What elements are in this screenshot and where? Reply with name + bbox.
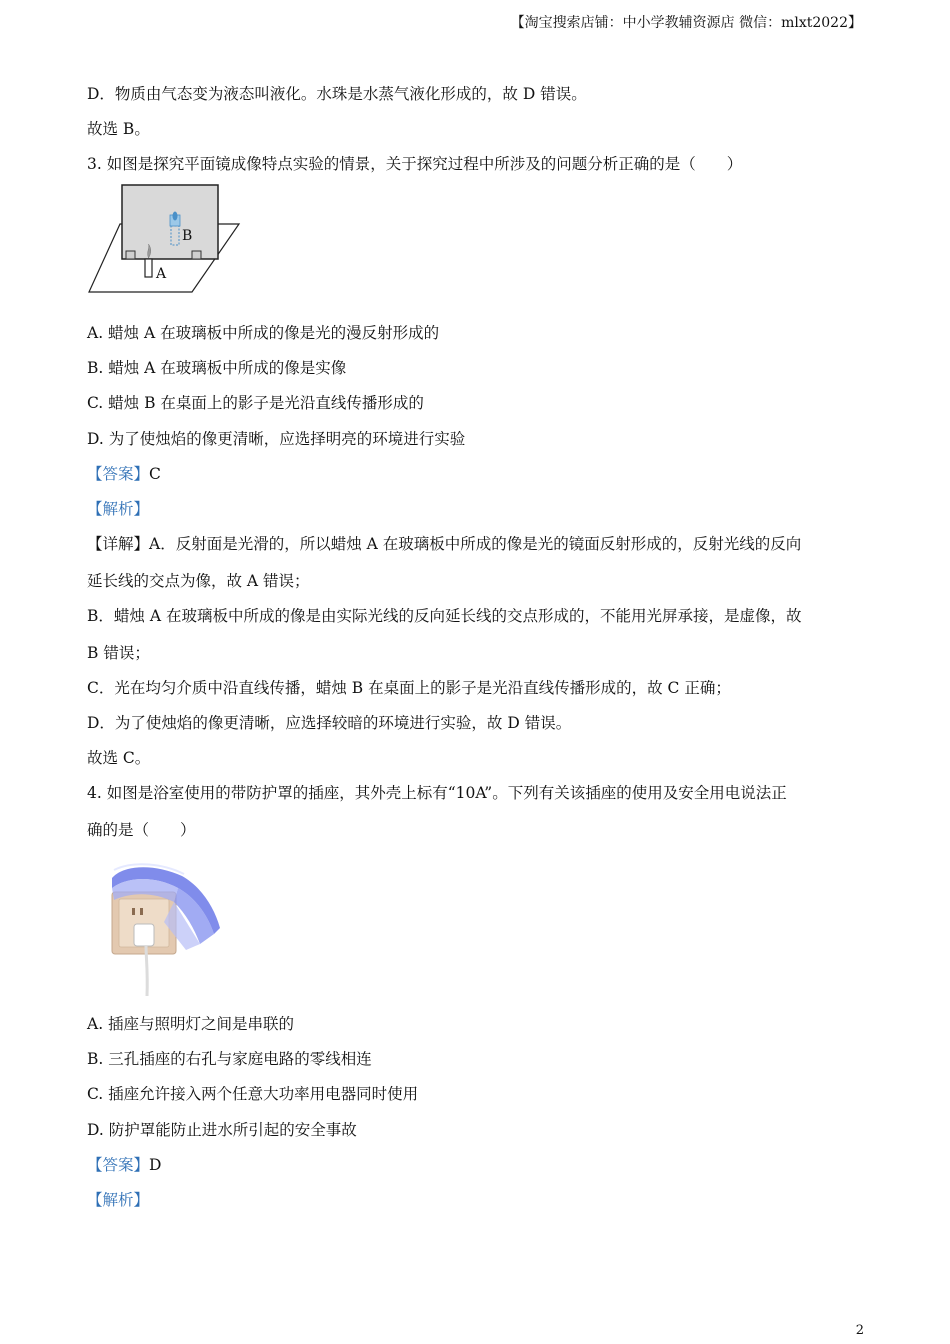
option-a: A. 插座与照明灯之间是串联的 bbox=[87, 1015, 295, 1033]
text-line: C．光在均匀介质中沿直线传播，蜡烛 B 在桌面上的影子是光沿直线传播形成的，故 C 正确； bbox=[87, 679, 731, 697]
socket-figure bbox=[104, 862, 226, 998]
support-right bbox=[192, 251, 201, 259]
option-c: C. 插座允许接入两个任意大功率用电器同时使用 bbox=[87, 1085, 419, 1103]
answer-tag: 【答案】 bbox=[87, 465, 150, 483]
text-line: 【详解】A．反射面是光滑的，所以蜡烛 A 在玻璃板中所成的像是光的镜面反射形成的，反射光线的反向 bbox=[87, 535, 802, 553]
answer-value: D bbox=[149, 1156, 162, 1174]
cable bbox=[146, 946, 147, 996]
text-line: B．蜡烛 A 在玻璃板中所成的像是由实际光线的反向延长线的交点形成的，不能用光屏承接，是虚像，故 bbox=[87, 607, 802, 625]
label-b: B bbox=[182, 228, 193, 244]
option-b: B. 三孔插座的右孔与家庭电路的零线相连 bbox=[87, 1050, 372, 1068]
answer-line bbox=[87, 1153, 161, 1175]
candle-b-flame bbox=[173, 212, 178, 221]
candle-a bbox=[145, 259, 152, 277]
text-line: D．物质由气态变为液态叫液化。水珠是水蒸气液化形成的，故 D 错误。 bbox=[87, 85, 587, 103]
plug bbox=[134, 924, 154, 946]
answer-tag: 【答案】 bbox=[87, 1156, 150, 1174]
text-line: B 错误； bbox=[87, 644, 150, 662]
answer-line bbox=[87, 462, 161, 484]
option-a: A. 蜡烛 A 在玻璃板中所成的像是光的漫反射形成的 bbox=[87, 324, 440, 342]
text-line: 延长线的交点为像，故 A 错误； bbox=[87, 572, 310, 590]
page-number: 2 bbox=[855, 1323, 864, 1338]
text-line: 故选 B。 bbox=[87, 120, 150, 138]
plane-mirror-figure bbox=[86, 182, 246, 298]
question-4: 4. 如图是浴室使用的带防护罩的插座，其外壳上标有“10A”。下列有关该插座的使用及安全用电说法正 bbox=[87, 784, 787, 802]
text-line: D．为了使烛焰的像更清晰，应选择较暗的环境进行实验，故 D 错误。 bbox=[87, 714, 572, 732]
page-header: 【淘宝搜索店铺：中小学教辅资源店 微信：mlxt2022】 bbox=[510, 15, 862, 31]
analysis-tag: 【解析】 bbox=[87, 500, 150, 518]
text-line: 故选 C。 bbox=[87, 749, 151, 767]
analysis-tag: 【解析】 bbox=[87, 1191, 150, 1209]
support-left bbox=[126, 251, 135, 259]
option-b: B. 蜡烛 A 在玻璃板中所成的像是实像 bbox=[87, 359, 347, 377]
option-c: C. 蜡烛 B 在桌面上的影子是光沿直线传播形成的 bbox=[87, 394, 424, 412]
answer-value: C bbox=[149, 465, 161, 483]
question-3: 3. 如图是探究平面镜成像特点实验的情景，关于探究过程中所涉及的问题分析正确的是（ ） bbox=[87, 155, 743, 173]
option-d: D. 为了使烛焰的像更清晰，应选择明亮的环境进行实验 bbox=[87, 430, 466, 448]
option-d: D. 防护罩能防止进水所引起的安全事故 bbox=[87, 1121, 357, 1139]
label-a: A bbox=[156, 266, 167, 282]
text-line: 确的是（ ） bbox=[87, 821, 196, 839]
